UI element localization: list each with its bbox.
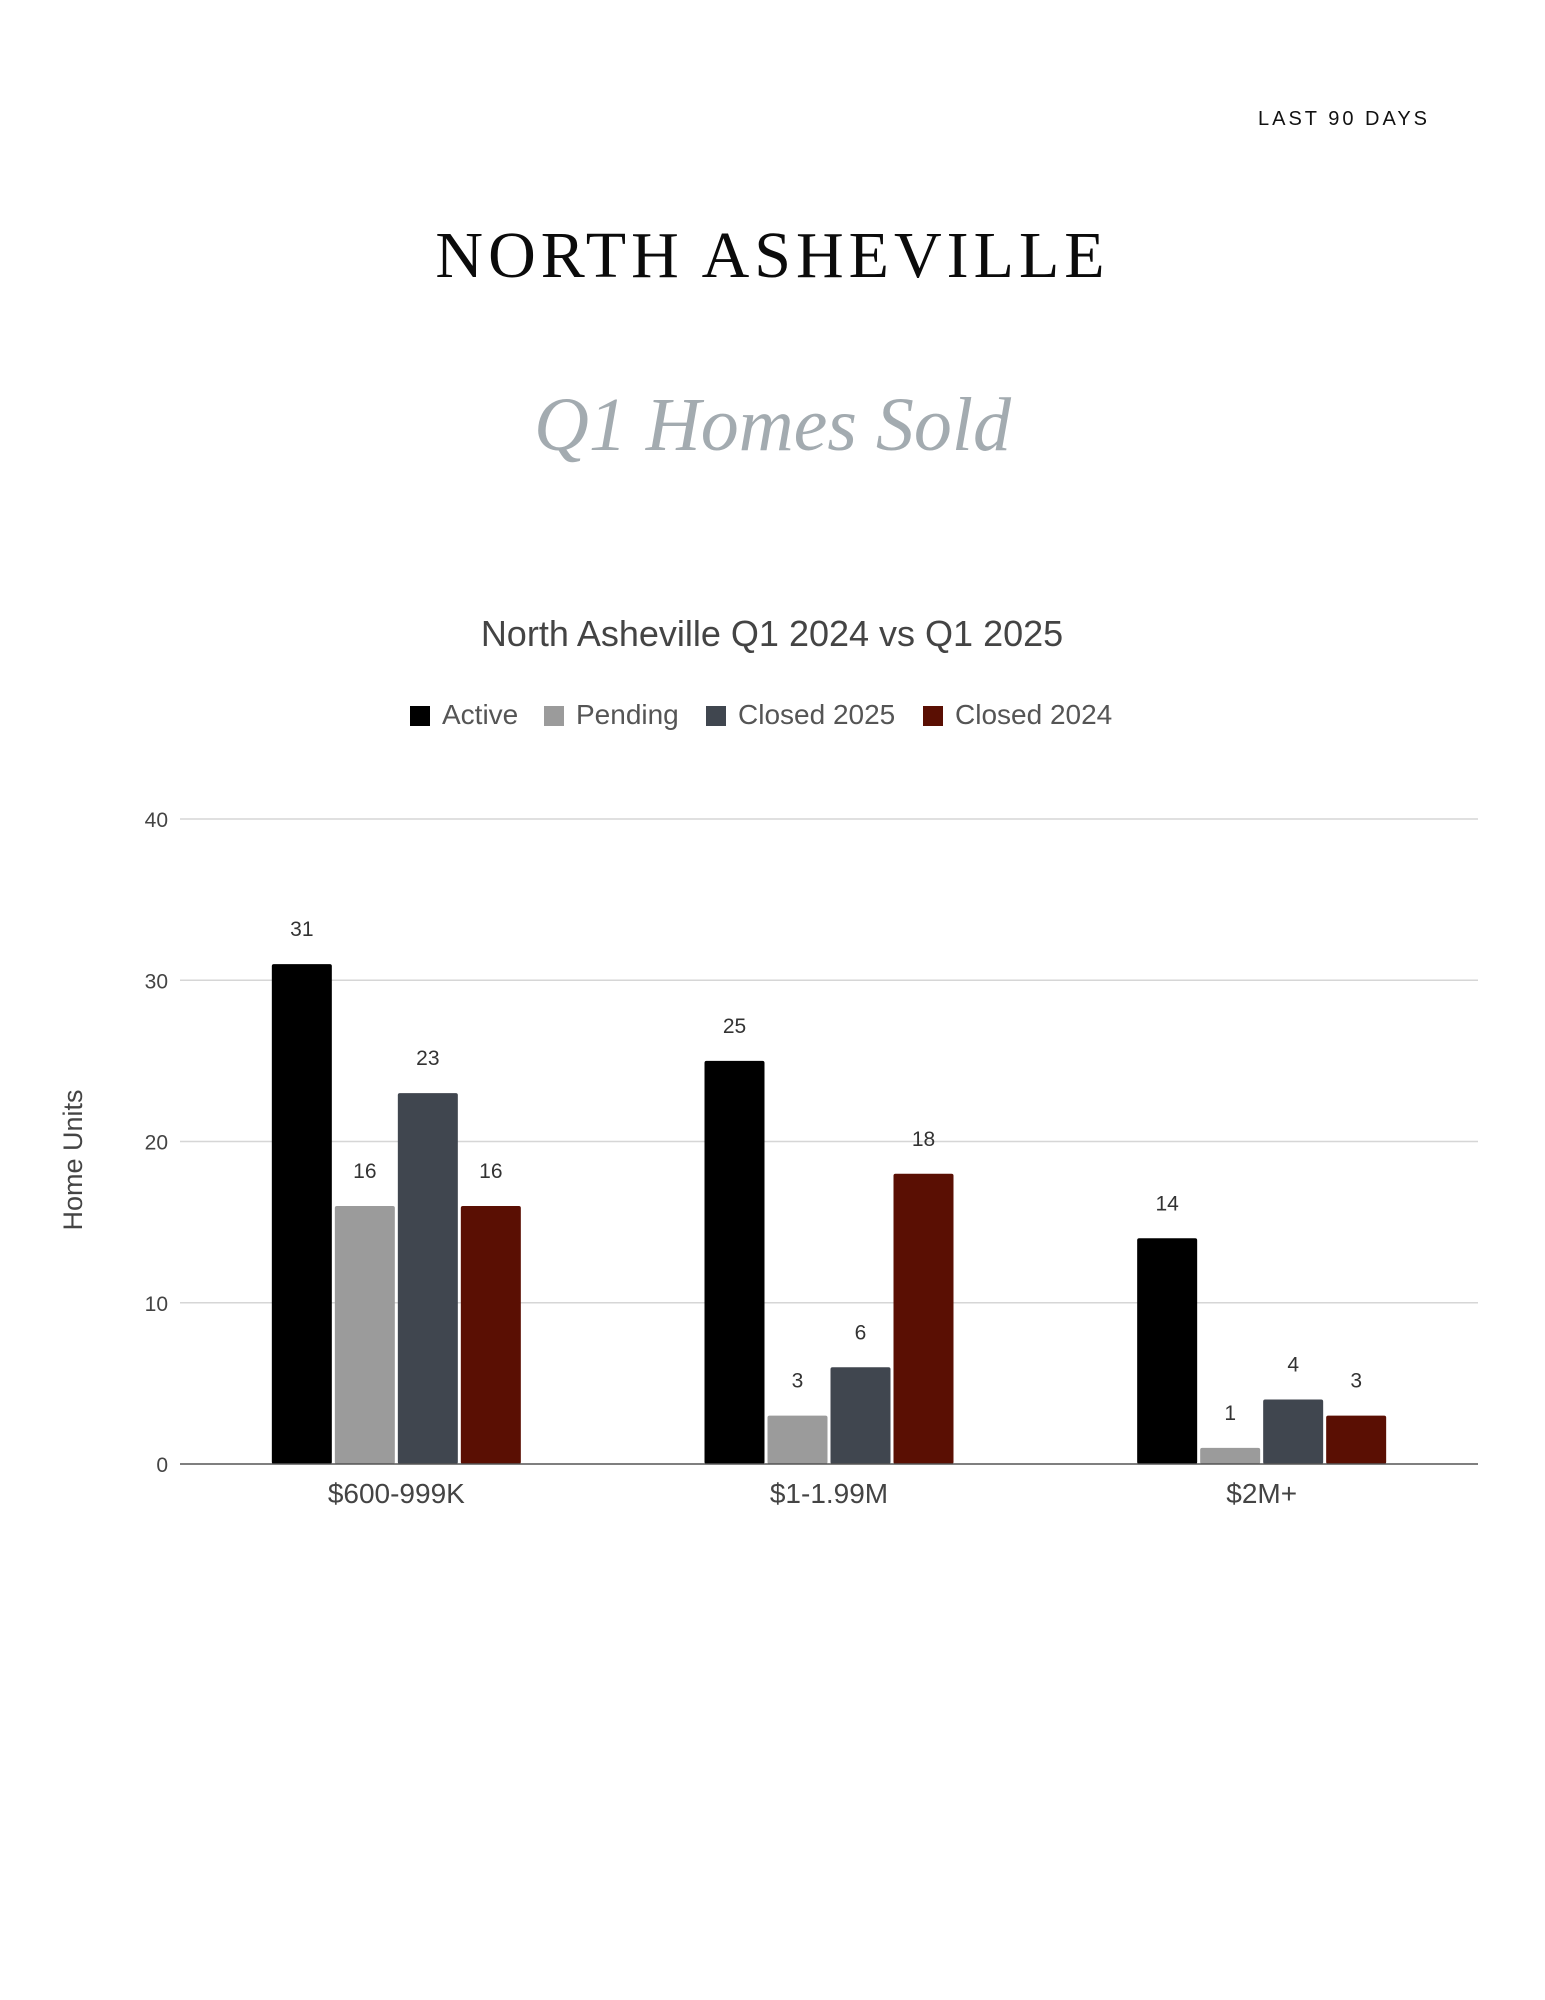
legend-label-0: Active — [442, 699, 519, 730]
bar-2-0 — [1137, 1238, 1197, 1464]
legend-swatch-1 — [544, 706, 564, 726]
legend-swatch-2 — [706, 706, 726, 726]
bar-2-2 — [1263, 1400, 1323, 1465]
bar-0-3 — [461, 1206, 521, 1464]
bar-2-1 — [1200, 1448, 1260, 1464]
x-tick-label-0: $600-999K — [327, 1478, 465, 1509]
y-tick-label-2: 20 — [144, 1131, 168, 1155]
y-tick-label-1: 10 — [144, 1292, 168, 1316]
bar-0-2 — [398, 1093, 458, 1464]
y-tick-label-4: 40 — [144, 809, 168, 832]
chart-title: North Asheville Q1 2024 vs Q1 2025 — [480, 613, 1064, 654]
x-axis-ticks — [328, 1478, 1297, 1509]
legend-swatch-3 — [923, 706, 943, 726]
legend-swatch-0 — [410, 706, 430, 726]
data-label-0-3: 16 — [479, 1160, 503, 1183]
bar-1-2 — [831, 1367, 891, 1464]
y-axis-ticks — [145, 809, 168, 1477]
data-label-0-0: 31 — [290, 918, 314, 942]
data-label-2-3: 3 — [1350, 1369, 1363, 1393]
data-label-0-2: 23 — [416, 1047, 440, 1071]
y-tick-label-3: 30 — [144, 970, 168, 994]
chart-bars — [272, 964, 1386, 1464]
bar-1-1 — [768, 1416, 828, 1464]
legend-label-1: Pending — [576, 699, 679, 730]
page-title: NORTH ASHEVILLE — [435, 219, 1110, 292]
x-tick-label-2: $2M+ — [1226, 1478, 1298, 1509]
x-tick-label-1: $1-1.99M — [769, 1478, 889, 1509]
page-subtitle: Q1 Homes Sold — [533, 383, 1012, 467]
bar-0-1 — [335, 1206, 395, 1464]
data-label-1-3: 18 — [911, 1127, 936, 1151]
bar-2-3 — [1326, 1416, 1386, 1464]
bar-0-0 — [272, 964, 332, 1464]
y-tick-label-0: 0 — [156, 1454, 168, 1477]
bar-1-3 — [894, 1174, 954, 1464]
data-label-1-2: 6 — [854, 1321, 867, 1345]
chart-legend — [410, 699, 1112, 730]
bar-chart — [0, 600, 1545, 1530]
data-label-2-0: 14 — [1155, 1192, 1179, 1216]
data-label-2-1: 1 — [1224, 1401, 1237, 1425]
data-label-0-1: 16 — [353, 1160, 377, 1183]
data-label-1-0: 25 — [722, 1014, 747, 1038]
period-label: LAST 90 DAYS — [1258, 108, 1430, 130]
y-axis-label: Home Units — [58, 1089, 88, 1231]
legend-label-3: Closed 2024 — [955, 699, 1113, 730]
data-label-2-2: 4 — [1287, 1353, 1300, 1377]
data-label-1-1: 3 — [791, 1369, 804, 1393]
legend-label-2: Closed 2025 — [738, 699, 896, 730]
bar-1-0 — [705, 1061, 765, 1464]
